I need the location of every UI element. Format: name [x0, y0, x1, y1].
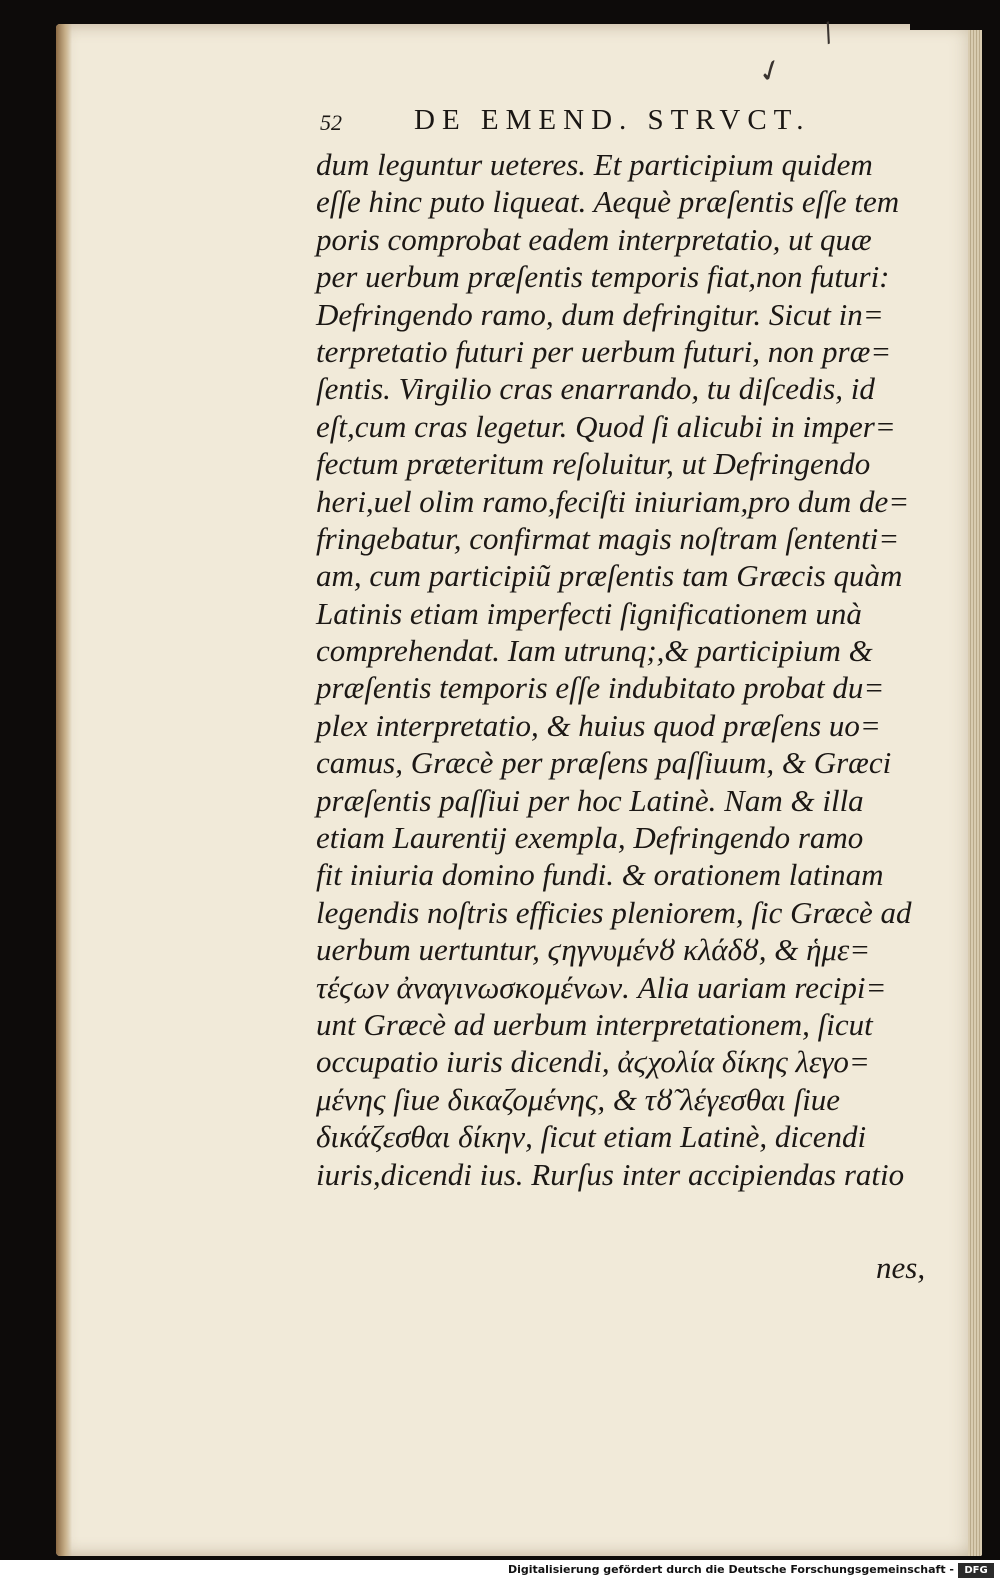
- text-line: μένης ſiue δικαζομένης, & τȣ̃ λέγεσθαι ſiue: [316, 1081, 841, 1117]
- text-line: fit iniuria domino fundi. & orationem latinam: [316, 857, 884, 893]
- main-text: [316, 146, 936, 1193]
- text-line: dum leguntur ueteres. Et participium quidem: [316, 147, 873, 182]
- text-line: δικάζεσθαι δίκην, ſicut etiam Latinè, dicendi: [316, 1119, 867, 1155]
- dfg-logo: DFG: [958, 1563, 994, 1578]
- text-line: am, cum participiũ præſentis tam Græcis quàm: [316, 558, 903, 594]
- text-line: plex interpretatio, & huius quod præſens uo=: [316, 707, 881, 743]
- text-line: præſentis temporis eſſe indubitato probat du=: [316, 670, 885, 706]
- catchword: nes,: [876, 1250, 926, 1285]
- text-line: Latinis etiam imperfecti ſignificationem unà: [316, 595, 862, 631]
- text-line: poris comprobat eadem interpretatio, ut quæ: [316, 221, 872, 257]
- funding-credit: Digitalisierung gefördert durch die Deutsche Forschungsgemeinschaft -: [507, 1563, 954, 1576]
- text-line: iuris,dicendi ius. Rurſus inter accipiendas ratio: [316, 1156, 905, 1192]
- text-line: comprehendat. Iam utrunq;,& participium &: [316, 633, 873, 669]
- footer-bar: [0, 1560, 1000, 1582]
- text-line: unt Græcè ad uerbum interpretationem, ſicut: [316, 1006, 873, 1042]
- text-line: τέϛων ἀναγινωσκομένων. Alia uariam recipi=: [316, 969, 887, 1005]
- text-line: etiam Laurentij exempla, Defringendo ramo: [316, 820, 864, 856]
- text-line: Defringendo ramo, dum defringitur. Sicut in=: [316, 296, 884, 332]
- running-head: [320, 104, 880, 138]
- page-corner: [910, 0, 1000, 30]
- text-line: per uerbum præſentis temporis fiat,non futuri:: [316, 259, 890, 295]
- page-number: 52: [320, 110, 342, 135]
- text-line: ſentis. Virgilio cras enarrando, tu diſcedis, id: [316, 371, 875, 407]
- text-line: præſentis paſſiui per hoc Latinè. Nam & illa: [316, 782, 864, 818]
- text-line: eſſe hinc puto liqueat. Aequè præſentis eſſe tem: [316, 184, 900, 220]
- text-line: camus, Græcè per præſens paſſiuum, & Græci: [316, 745, 892, 781]
- text-line: uerbum uertuntur, ϛηγνυμένȣ κλάδȣ, & ἡμε=: [316, 932, 871, 968]
- text-line: heri,uel olim ramo,feciſti iniuriam,pro dum de=: [316, 483, 910, 519]
- pencil-mark-icon: /: [819, 17, 838, 49]
- running-title: DE EMEND. STRVCT.: [414, 104, 811, 136]
- text-line: occupatio iuris dicendi, ἀϛχολία δίκης λεγο=: [316, 1044, 870, 1080]
- pencil-check-icon: ✓: [752, 50, 789, 93]
- text-line: fectum præteritum reſoluitur, ut Defringendo: [316, 446, 871, 482]
- text-line: eſt,cum cras legetur. Quod ſi alicubi in imper=: [316, 408, 896, 444]
- text-line: legendis noſtris efficies pleniorem, ſic Græcè ad: [316, 894, 912, 930]
- text-line: terpretatio futuri per uerbum futuri, non præ=: [316, 333, 892, 369]
- text-line: fringebatur, confirmat magis noſtram ſententi=: [316, 520, 900, 556]
